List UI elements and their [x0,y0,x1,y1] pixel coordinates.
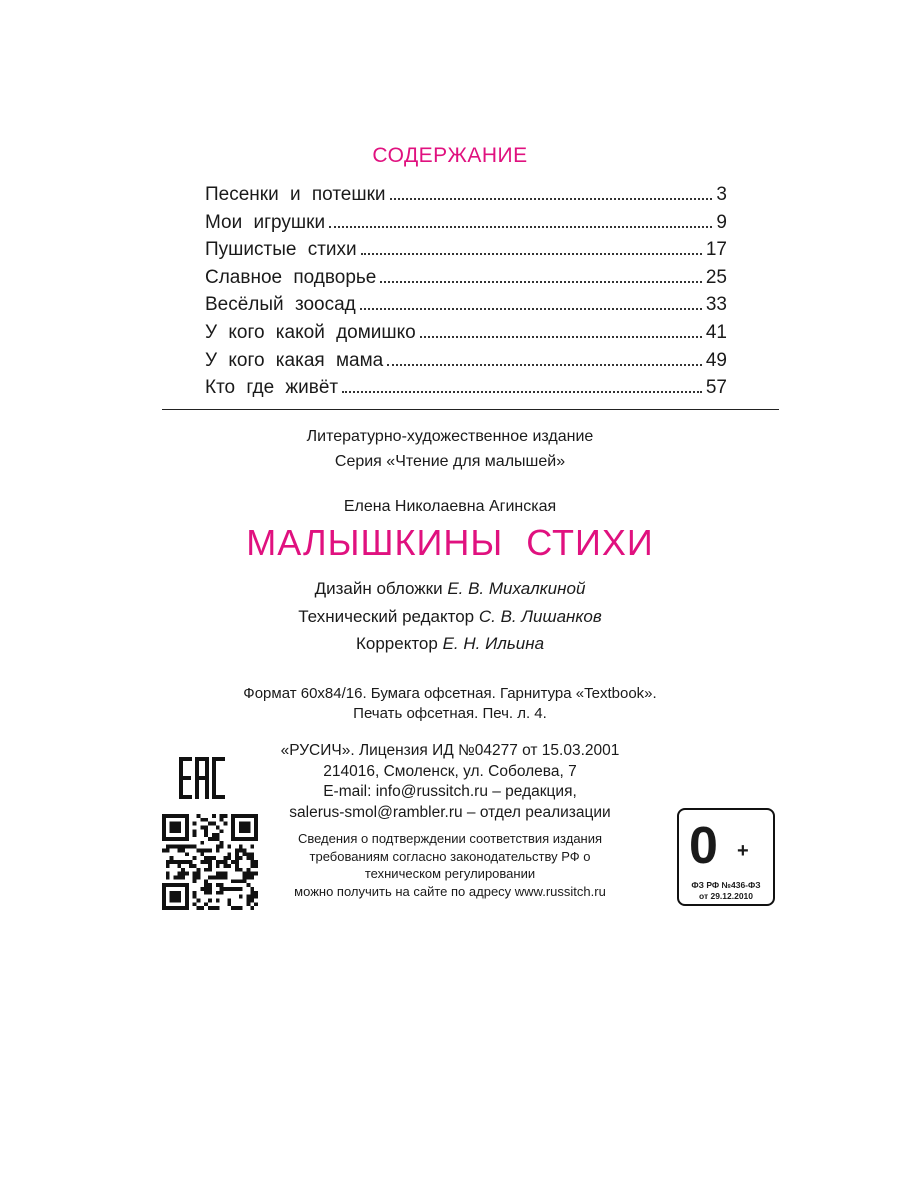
toc-item-label: У кого какая мама [205,349,384,371]
toc-item-label: Песенки и потешки [205,184,386,205]
toc-item [205,369,727,397]
toc-leader-dots [360,286,702,310]
toc-item [205,259,727,287]
credit-role: Технический редактор [298,606,475,626]
toc-leader-dots [380,259,701,283]
toc-title: СОДЕРЖАНИЕ [372,144,528,167]
edition-type: Литературно-художественное издание [306,428,594,445]
toc-item [205,204,727,232]
edition-info [0,424,900,474]
credit-person: С. В. Лишанков [478,606,602,626]
age-law-line: ФЗ РФ №436-ФЗ [691,880,761,890]
toc-item-label: Пушистые стихи [205,239,357,261]
credit-technical-editor [0,603,900,631]
format-line: Формат 60x84/16. Бумага офсетная. Гарнитура «Textbook». [243,685,657,702]
toc-item-label: У кого какой домишко [205,321,416,343]
toc-leader-dots [387,342,702,366]
toc-leader-dots [420,314,702,338]
toc-item [205,176,727,204]
toc-item-page: 49 [705,349,727,371]
credit-role: Корректор [355,634,438,653]
certification-line: требованиям согласно законодательству РФ о [309,848,591,864]
toc-leader-dots [329,204,712,228]
toc-item-label: Славное подворье [205,266,377,288]
age-rating-badge [677,808,775,906]
toc-item-label: Весёлый зоосад [205,294,356,316]
toc-item-page: 41 [705,321,727,343]
age-rating-value: 0 [689,817,718,875]
toc-item [205,286,727,314]
toc-item [205,342,727,370]
eac-icon [179,757,225,799]
age-rating-plus: + [737,840,749,862]
certification-line: техническом регулировании [364,866,536,881]
toc-item-page: 3 [716,184,727,205]
credit-person: Е. Н. Ильина [442,634,545,653]
toc-item-label: Мои игрушки [205,211,326,233]
publisher-email-editorial: E-mail: info@russitch.ru – редакция, [323,783,577,800]
publisher-email-sales: salerus-smol@rambler.ru – отдел реализации [289,803,611,821]
certification-line: можно получить на сайте по адресу www.russitch.ru [294,883,606,899]
edition-series: Серия «Чтение для малышей» [334,453,566,470]
toc-leader-dots [361,231,702,255]
credit-person: Е. В. Михалкиной [447,579,586,598]
toc-leader-dots [342,369,702,393]
certification-line: Сведения о подтверждении соответствия издания [297,831,603,846]
credit-cover-design [0,575,900,603]
format-line: Печать офсетная. Печ. л. 4. [353,705,547,722]
qr-code-icon [162,814,258,910]
toc-item-page: 25 [705,266,727,288]
toc-item-label: Кто где живёт [205,377,339,399]
print-format [0,684,900,724]
toc-list [205,176,727,397]
toc-item [205,231,727,259]
credit-role: Дизайн обложки [314,579,443,598]
credits [0,575,900,658]
toc-item-page: 57 [705,377,727,399]
publisher-address: 214016, Смоленск, ул. Соболева, 7 [323,762,577,780]
credit-proofreader [0,630,900,658]
age-rating-law [679,880,773,902]
toc-item [205,314,727,342]
book-title: МАЛЫШКИНЫ СТИХИ [246,522,654,563]
publisher-license: «РУСИЧ». Лицензия ИД №04277 от 15.03.2001 [280,742,620,759]
author-name: Елена Николаевна Агинская [343,498,557,515]
toc-item-page: 9 [716,211,727,233]
divider-line [162,409,779,410]
age-law-line: от 29.12.2010 [698,891,754,901]
toc-leader-dots [390,176,713,200]
toc-item-page: 17 [705,239,727,261]
toc-item-page: 33 [705,294,727,316]
